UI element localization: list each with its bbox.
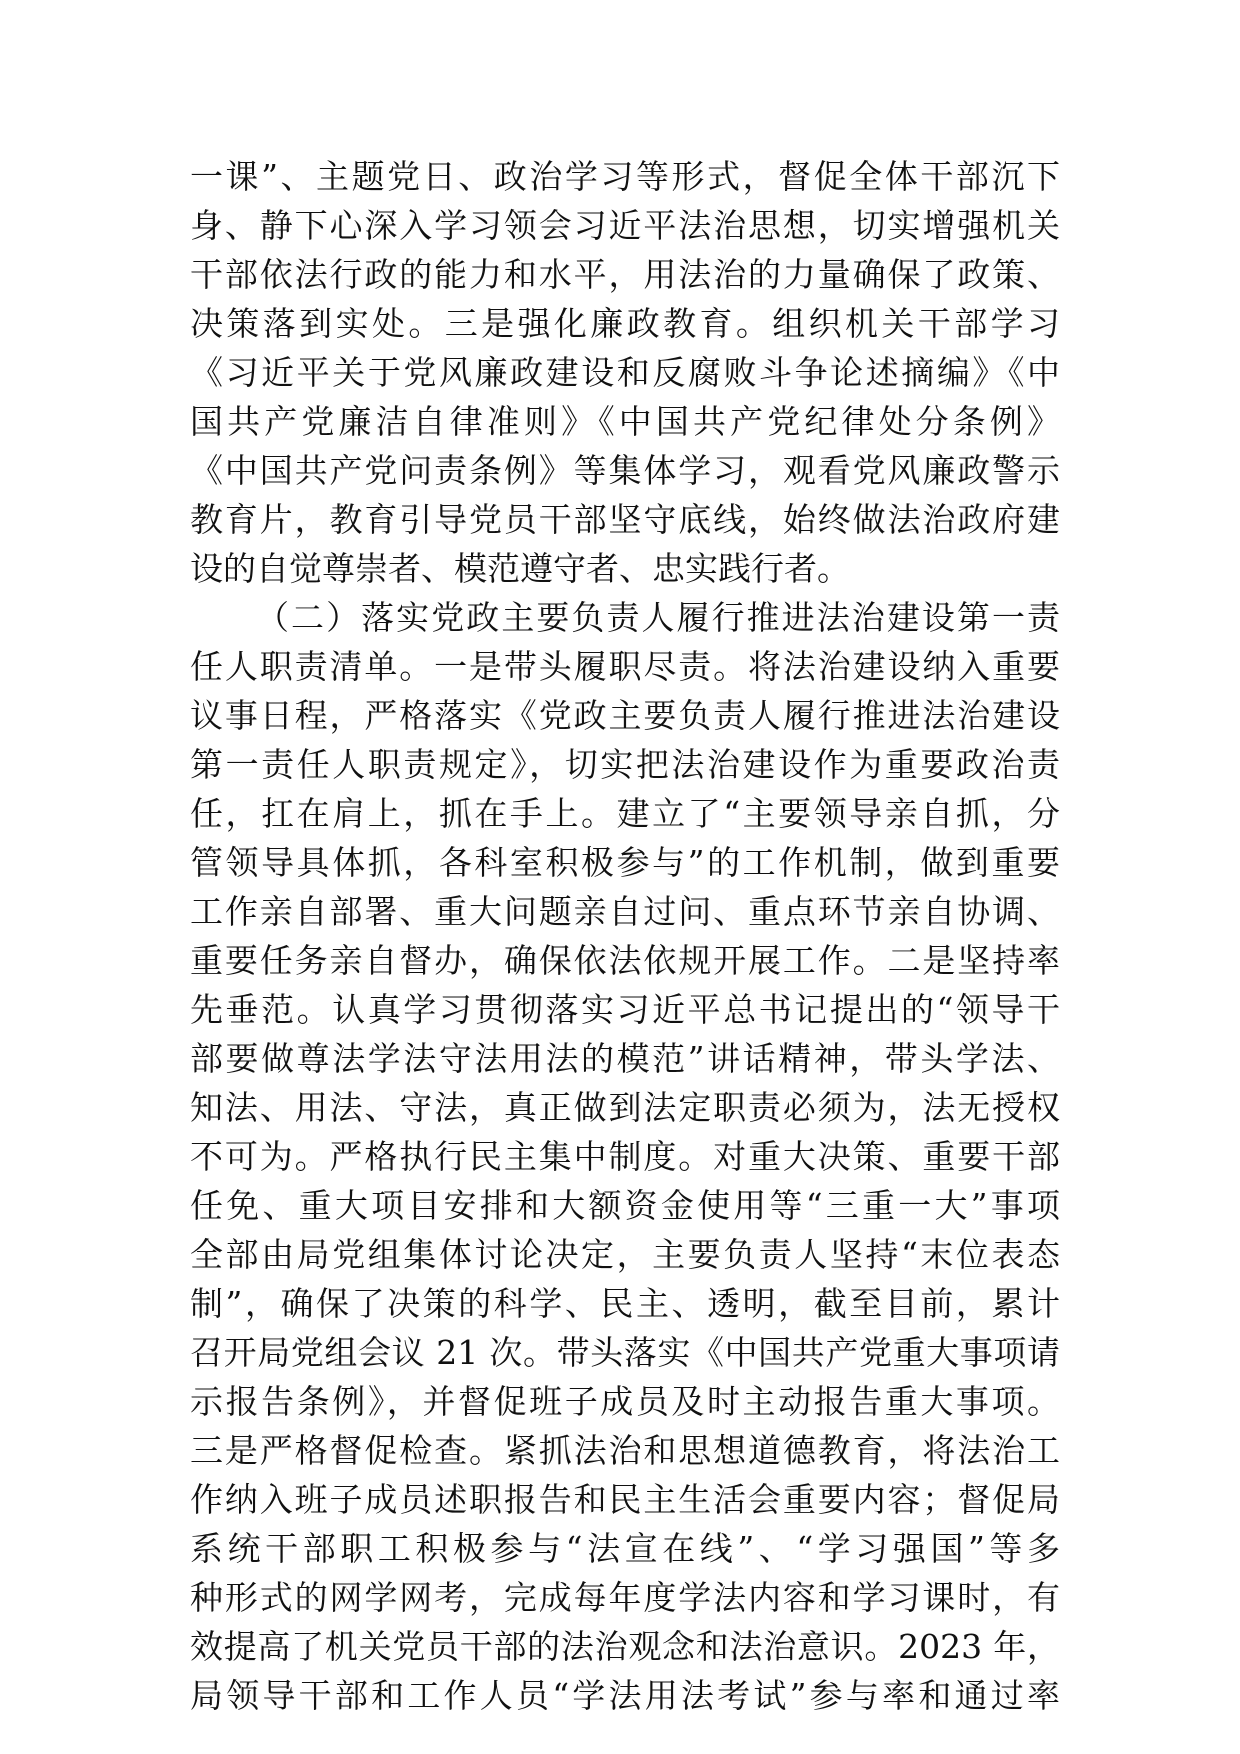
text-line: 国共产党廉洁自律准则》《中国共产党纪律处分条例》 — [190, 402, 1060, 441]
text-line: 部要做尊法学法守法用法的模范”讲话精神，带头学法、 — [190, 1039, 1060, 1078]
text-line: 身、静下心深入学习领会习近平法治思想，切实增强机关 — [190, 206, 1060, 245]
text-line: 作纳入班子成员述职报告和民主生活会重要内容；督促局 — [190, 1480, 1060, 1519]
text-line: 制”，确保了决策的科学、民主、透明，截至目前，累计 — [190, 1284, 1060, 1323]
text-line: 全部由局党组集体讨论决定，主要负责人坚持“末位表态 — [190, 1235, 1060, 1274]
text-line: 工作亲自部署、重大问题亲自过问、重点环节亲自协调、 — [190, 892, 1060, 931]
text-line: 示报告条例》，并督促班子成员及时主动报告重大事项。 — [190, 1382, 1060, 1421]
text-line: 重要任务亲自督办，确保依法依规开展工作。二是坚持率 — [190, 941, 1060, 980]
text-line: 任，扛在肩上，抓在手上。建立了“主要领导亲自抓，分 — [190, 794, 1060, 833]
text-line: 局领导干部和工作人员“学法用法考试”参与率和通过率 — [190, 1676, 1060, 1715]
text-line: 决策落到实处。三是强化廉政教育。组织机关干部学习 — [190, 304, 1060, 343]
text-line: 先垂范。认真学习贯彻落实习近平总书记提出的“领导干 — [190, 990, 1060, 1029]
text-line: 设的自觉尊崇者、模范遵守者、忠实践行者。 — [190, 549, 850, 588]
text-line: 不可为。严格执行民主集中制度。对重大决策、重要干部 — [190, 1137, 1060, 1176]
text-line: 管领导具体抓，各科室积极参与”的工作机制，做到重要 — [190, 843, 1060, 882]
text-line: 种形式的网学网考，完成每年度学法内容和学习课时，有 — [190, 1578, 1060, 1617]
text-line: 第一责任人职责规定》，切实把法治建设作为重要政治责 — [190, 745, 1060, 784]
text-line: 召开局党组会议 21 次。带头落实《中国共产党重大事项请 — [190, 1333, 1060, 1372]
text-line: 效提高了机关党员干部的法治观念和法治意识。2023 年， — [190, 1627, 1060, 1666]
text-line: 《习近平关于党风廉政建设和反腐败斗争论述摘编》《中 — [190, 353, 1060, 392]
text-line: 知法、用法、守法，真正做到法定职责必须为，法无授权 — [190, 1088, 1060, 1127]
text-line: 议事日程，严格落实《党政主要负责人履行推进法治建设 — [190, 696, 1060, 735]
text-line: 任人职责清单。一是带头履职尽责。将法治建设纳入重要 — [190, 647, 1060, 686]
body-text — [190, 152, 1060, 1720]
text-line: 教育片，教育引导党员干部坚守底线，始终做法治政府建 — [190, 500, 1060, 539]
text-line: 三是严格督促检查。紧抓法治和思想道德教育，将法治工 — [190, 1431, 1060, 1470]
text-line: 一课”、主题党日、政治学习等形式，督促全体干部沉下 — [190, 157, 1060, 196]
text-line: 系统干部职工积极参与“法宣在线”、“学习强国”等多 — [190, 1529, 1060, 1568]
section-heading-line: （二）落实党政主要负责人履行推进法治建设第一责 — [256, 598, 1060, 637]
text-line: 任免、重大项目安排和大额资金使用等“三重一大”事项 — [190, 1186, 1060, 1225]
text-line: 干部依法行政的能力和水平，用法治的力量确保了政策、 — [190, 255, 1060, 294]
text-line: 《中国共产党问责条例》等集体学习，观看党风廉政警示 — [190, 451, 1060, 490]
